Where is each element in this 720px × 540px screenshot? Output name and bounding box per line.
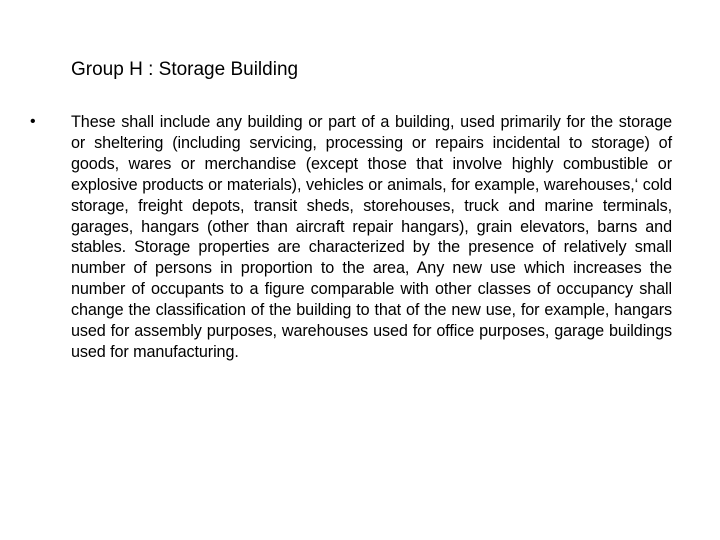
bullet-icon: •	[30, 113, 36, 130]
bullet-text: These shall include any building or part of a building, used primarily for the storage or sheltering (including servicing, processing or repairs incidental to storage) of goods, wares or merchandise (except those that involve highly combustible or explosive products or materials), vehicles or animals, for example, warehouses,‘ cold storage, freight depots, transit sheds, storehouses, truck and marine terminals, garages, hangars (other than aircraft repair hangars), grain elevators, barns and stables. Storage properties are characterized by the presence of relatively small number of persons in proportion to the area, Any new use which increases the number of occupants to a figure comparable with other classes of occupancy shall change the classification of the building to that of the new use, for example, hangars used for assembly purposes, warehouses used for office purposes, garage buildings used for manufacturing.	[71, 113, 672, 361]
bullet-list	[0, 112, 720, 363]
list-item	[0, 112, 672, 363]
slide-title: Group H : Storage Building	[71, 59, 299, 80]
